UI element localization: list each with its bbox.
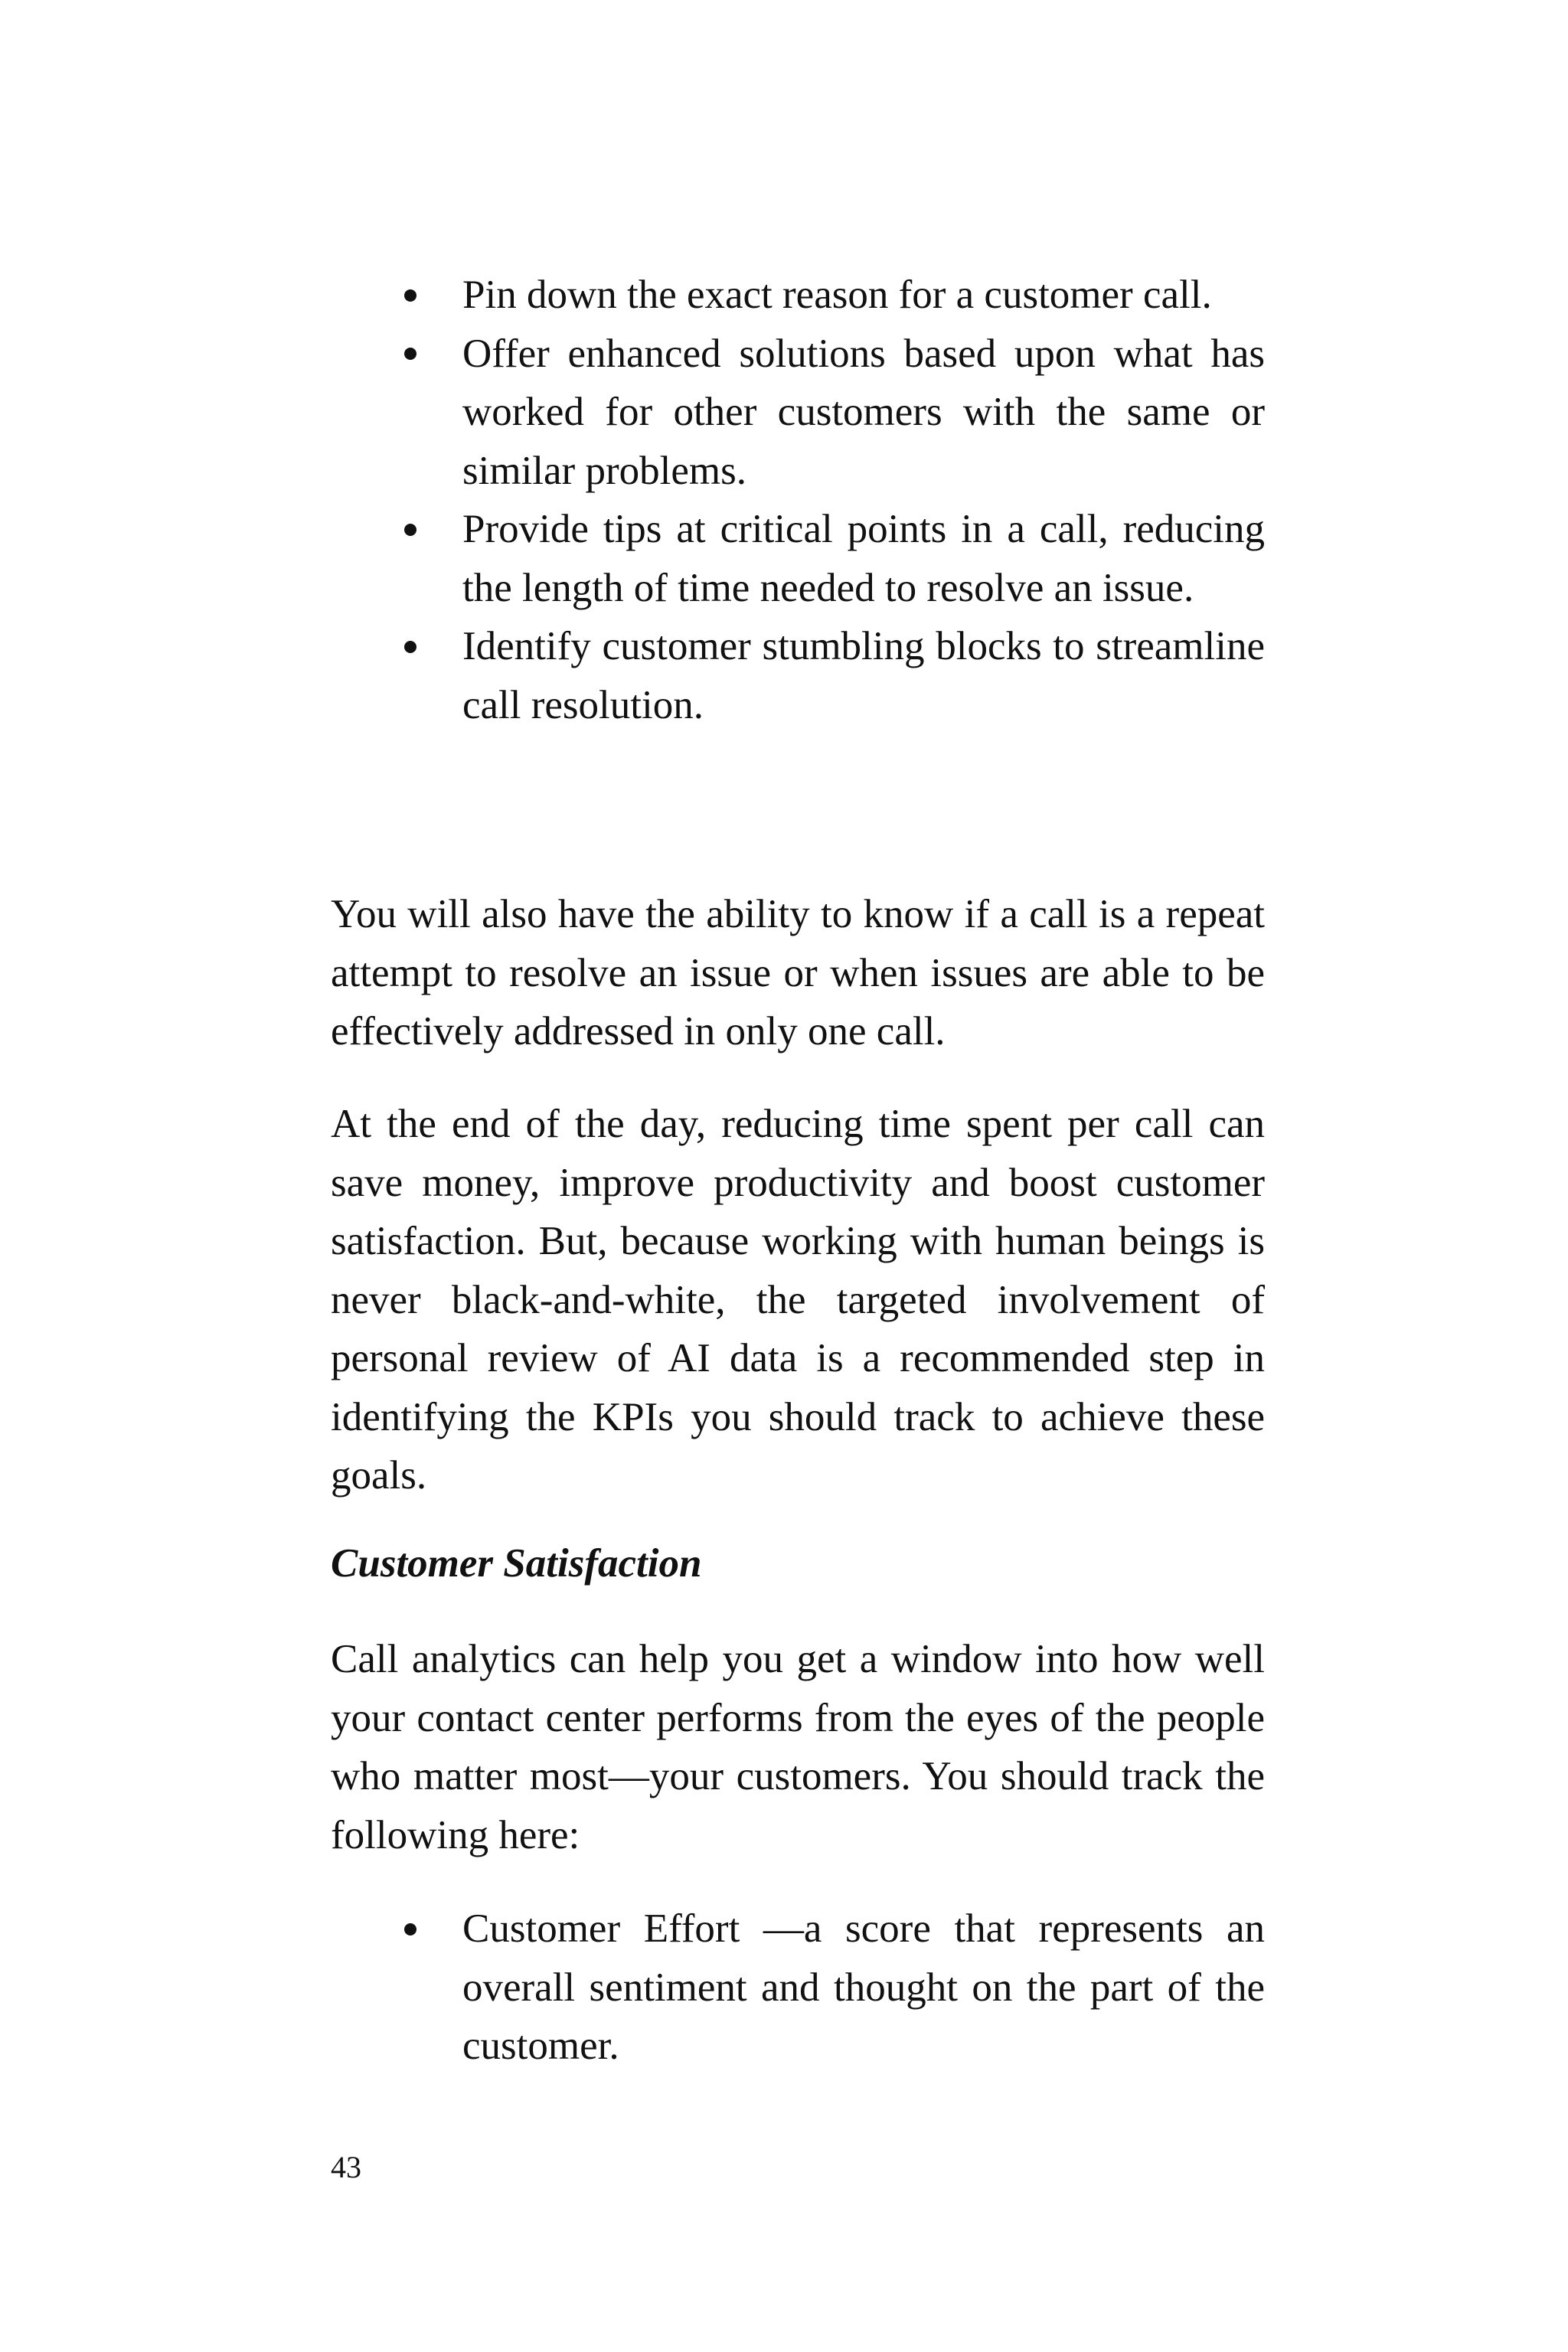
list-item-text: Provide tips at critical points in a call, reducing the length of time needed to resolve an issue. <box>462 507 1265 610</box>
paragraph-call-analytics: Call analytics can help you get a window into how well your contact center performs from the eyes of the people who matter most—your customers. You should track the following here: <box>331 1637 1265 1857</box>
page-number: 43 <box>331 2150 361 2184</box>
bullet-dot-icon <box>395 1900 426 1958</box>
bullet-list-top <box>331 266 1265 734</box>
list-item <box>331 1900 1265 2076</box>
list-item-text: Customer Effort —a score that represents an overall sentiment and thought on the part of the customer. <box>462 1906 1265 2068</box>
bullet-dot-icon <box>395 325 426 384</box>
section-heading: Customer Satisfaction <box>331 1541 702 1586</box>
bullet-list-bottom <box>331 1900 1265 2076</box>
paragraph-end-of-day: At the end of the day, reducing time spent per call can save money, improve productivity and boost customer satisfaction. But, because working with human beings is never black-and-white, the targeted involvement of personal review of AI data is a recommended step in identifying the KPIs you should track to achieve these goals. <box>331 1102 1265 1498</box>
list-item <box>331 266 1265 325</box>
list-item-text: Offer enhanced solutions based upon what has worked for other customers with the same or similar problems. <box>462 331 1265 493</box>
bullet-dot-icon <box>395 500 426 559</box>
list-item <box>331 500 1265 617</box>
paragraph-repeat-attempt: You will also have the ability to know if a call is a repeat attempt to resolve an issue or when issues are able to be effectively addressed in only one call. <box>331 892 1265 1054</box>
list-item-text: Pin down the exact reason for a customer call. <box>462 273 1212 317</box>
list-item <box>331 325 1265 501</box>
list-item-text: Identify customer stumbling blocks to streamline call resolution. <box>462 624 1265 727</box>
list-item <box>331 617 1265 734</box>
bullet-dot-icon <box>395 266 426 325</box>
bullet-dot-icon <box>395 617 426 676</box>
